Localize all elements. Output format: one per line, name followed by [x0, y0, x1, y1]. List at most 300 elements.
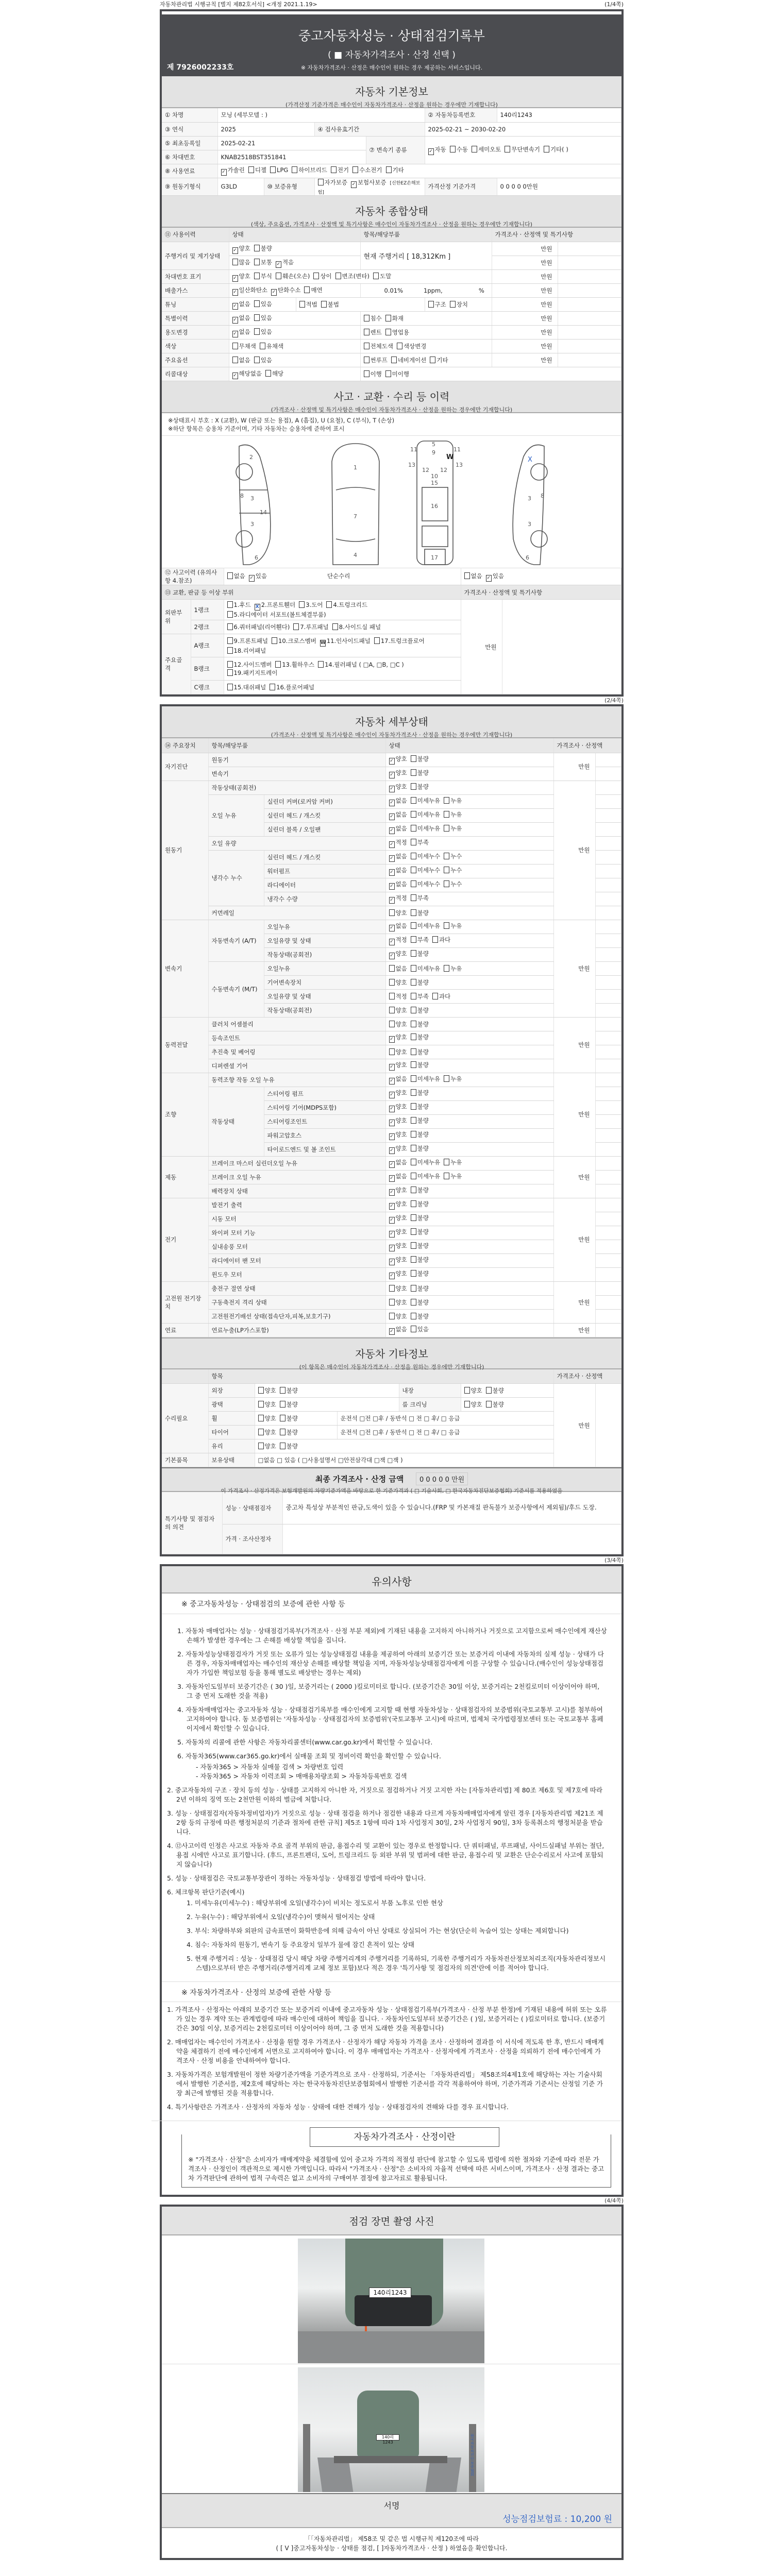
checkbox-icon[interactable]: [299, 301, 305, 308]
remark[interactable]: [595, 822, 621, 836]
checkbox-option[interactable]: [389, 950, 407, 959]
checkbox-checked-icon[interactable]: ✓: [390, 1245, 394, 1250]
checkbox-icon[interactable]: [411, 1214, 416, 1221]
checkbox-option[interactable]: [389, 1214, 407, 1224]
checkbox-option[interactable]: [411, 992, 429, 1001]
checkbox-icon[interactable]: [280, 1429, 285, 1435]
checkbox-checked-icon[interactable]: ✓: [390, 1092, 394, 1097]
checkbox-icon[interactable]: [411, 783, 416, 790]
checkbox-checked-icon[interactable]: ✓: [390, 1064, 394, 1070]
checkbox-option[interactable]: [389, 880, 407, 890]
checkbox-checked-icon[interactable]: ✓: [390, 1176, 394, 1181]
checkbox-checked-icon[interactable]: ✓: [390, 953, 394, 958]
checkbox-icon[interactable]: [313, 273, 319, 279]
checkbox-option[interactable]: [389, 1061, 407, 1071]
checkbox-icon[interactable]: [374, 637, 380, 644]
checkbox-option[interactable]: [505, 145, 540, 154]
checkbox-option[interactable]: [318, 660, 404, 669]
checkbox-checked-icon[interactable]: ✓: [249, 575, 254, 581]
checkbox-icon[interactable]: [411, 797, 416, 804]
remark[interactable]: [595, 1114, 621, 1128]
checkbox-checked-icon[interactable]: ✓: [390, 1190, 394, 1195]
checkbox-icon[interactable]: [411, 1326, 416, 1332]
checkbox-option[interactable]: [411, 1020, 429, 1028]
remark[interactable]: [595, 878, 621, 892]
checkbox-option[interactable]: [411, 755, 429, 763]
checkbox-icon[interactable]: [411, 979, 416, 986]
checkbox-icon[interactable]: [486, 1401, 492, 1408]
checkbox-icon[interactable]: [232, 259, 238, 265]
checkbox-option[interactable]: [411, 880, 440, 888]
checkbox-icon[interactable]: [258, 1429, 264, 1435]
remark[interactable]: [595, 753, 621, 767]
remark[interactable]: [595, 1003, 621, 1017]
checkbox-icon[interactable]: [331, 166, 337, 173]
checkbox-option[interactable]: [428, 300, 446, 309]
remark[interactable]: [595, 1281, 621, 1295]
checkbox-option[interactable]: [299, 601, 323, 609]
checkbox-option[interactable]: [411, 824, 440, 833]
checkbox-option[interactable]: [254, 328, 272, 336]
checkbox-icon[interactable]: [411, 922, 416, 929]
remark[interactable]: [558, 284, 621, 298]
remark[interactable]: [595, 1017, 621, 1031]
checkbox-checked-icon[interactable]: ✓: [351, 181, 356, 187]
checkbox-option[interactable]: [373, 272, 391, 280]
checkbox-option[interactable]: [389, 894, 407, 904]
checkbox-icon[interactable]: [411, 1256, 416, 1263]
checkbox-option[interactable]: [411, 1130, 429, 1139]
checkbox-option[interactable]: [411, 978, 429, 987]
checkbox-icon[interactable]: [411, 769, 416, 776]
checkbox-option[interactable]: [326, 601, 367, 609]
checkbox-icon[interactable]: [411, 1228, 416, 1235]
checkbox-icon[interactable]: [389, 1048, 395, 1055]
checkbox-option[interactable]: [254, 300, 272, 308]
checkbox-icon[interactable]: [411, 965, 416, 972]
checkbox-icon[interactable]: [299, 601, 305, 608]
remark[interactable]: [595, 1226, 621, 1240]
checkbox-option[interactable]: [389, 769, 407, 778]
checkbox-option[interactable]: [464, 1400, 482, 1409]
checkbox-checked-icon[interactable]: ✓: [390, 1120, 394, 1125]
checkbox-option[interactable]: [232, 300, 250, 310]
checkbox-icon[interactable]: [227, 637, 233, 644]
checkbox-icon[interactable]: [385, 329, 391, 335]
checkbox-option[interactable]: [351, 178, 386, 188]
checkbox-option[interactable]: [389, 866, 407, 876]
checkbox-option[interactable]: [276, 272, 310, 280]
checkbox-option[interactable]: [428, 145, 446, 155]
checkbox-checked-icon[interactable]: ✓: [390, 856, 394, 861]
checkbox-icon[interactable]: [260, 343, 265, 349]
checkbox-option[interactable]: [411, 1214, 429, 1222]
checkbox-checked-icon[interactable]: ✓: [429, 148, 433, 154]
checkbox-icon[interactable]: [389, 1313, 395, 1319]
checkbox-checked-icon[interactable]: ✓: [390, 786, 394, 791]
checkbox-option[interactable]: [254, 314, 272, 322]
checkbox-option[interactable]: [389, 1130, 407, 1140]
checkbox-checked-icon[interactable]: X: [255, 604, 260, 611]
remark[interactable]: [558, 326, 621, 340]
checkbox-icon[interactable]: [254, 300, 260, 307]
checkbox-icon[interactable]: [411, 1131, 416, 1138]
checkbox-icon[interactable]: [544, 146, 549, 152]
remark[interactable]: [595, 808, 621, 822]
remark[interactable]: [595, 1212, 621, 1226]
checkbox-icon[interactable]: [411, 1285, 416, 1292]
inspection-photo-lift[interactable]: [298, 2367, 484, 2492]
checkbox-option[interactable]: [411, 1312, 429, 1320]
checkbox-option[interactable]: [254, 244, 272, 252]
checkbox-option[interactable]: [391, 356, 427, 364]
checkbox-icon[interactable]: [232, 343, 238, 349]
checkbox-option[interactable]: [352, 166, 382, 174]
checkbox-option[interactable]: [411, 1256, 429, 1264]
remark[interactable]: [595, 794, 621, 808]
checkbox-icon[interactable]: [411, 894, 416, 901]
checkbox-icon[interactable]: [389, 1007, 395, 1013]
checkbox-checked-icon[interactable]: ✓: [390, 1204, 394, 1209]
checkbox-icon[interactable]: [265, 370, 271, 377]
remark[interactable]: [595, 1156, 621, 1170]
checkbox-option[interactable]: [364, 356, 388, 364]
checkbox-option[interactable]: [411, 1089, 429, 1097]
checkbox-icon[interactable]: [444, 867, 449, 873]
remark[interactable]: [595, 989, 621, 1003]
checkbox-icon[interactable]: [386, 166, 392, 173]
checkbox-icon[interactable]: [364, 370, 369, 377]
remark[interactable]: [595, 934, 621, 947]
checkbox-option[interactable]: [227, 623, 290, 631]
checkbox-icon[interactable]: [272, 637, 277, 644]
checkbox-option[interactable]: [486, 572, 504, 582]
checkbox-checked-icon[interactable]: ✓: [390, 1217, 394, 1223]
checkbox-option[interactable]: [411, 1298, 429, 1307]
checkbox-checked-icon[interactable]: ✓: [233, 289, 237, 295]
checkbox-option[interactable]: [389, 1269, 407, 1279]
checkbox-option[interactable]: [254, 258, 272, 266]
remark[interactable]: [595, 906, 621, 920]
checkbox-option[interactable]: [389, 796, 407, 806]
checkbox-option[interactable]: [389, 824, 407, 834]
checkbox-icon[interactable]: [411, 1089, 416, 1096]
checkbox-option[interactable]: [444, 824, 462, 833]
checkbox-icon[interactable]: [364, 315, 369, 321]
checkbox-checked-icon[interactable]: ✓: [233, 331, 237, 336]
remark[interactable]: [558, 312, 621, 326]
checkbox-icon[interactable]: [444, 1075, 449, 1082]
checkbox-option[interactable]: [258, 1400, 276, 1409]
checkbox-checked-icon[interactable]: ✓: [390, 1231, 394, 1236]
remark[interactable]: [595, 1384, 621, 1467]
checkbox-option[interactable]: [292, 166, 327, 174]
checkbox-option[interactable]: [386, 166, 404, 174]
checkbox-option[interactable]: [332, 623, 381, 631]
checkbox-icon[interactable]: [464, 1387, 470, 1394]
checkbox-option[interactable]: [232, 328, 250, 337]
checkbox-icon[interactable]: [254, 273, 260, 279]
checkbox-icon[interactable]: [464, 1401, 470, 1408]
checkbox-option[interactable]: [280, 1442, 298, 1450]
remark[interactable]: [595, 1253, 621, 1267]
remark[interactable]: [595, 1184, 621, 1198]
checkbox-option[interactable]: [444, 1172, 462, 1180]
checkbox-option[interactable]: [299, 300, 317, 309]
checkbox-checked-icon[interactable]: ✓: [390, 800, 394, 805]
checkbox-icon[interactable]: [430, 357, 435, 363]
remark[interactable]: [595, 1128, 621, 1142]
remark[interactable]: [595, 1087, 621, 1100]
checkbox-icon[interactable]: [411, 950, 416, 957]
checkbox-option[interactable]: [389, 1298, 407, 1307]
checkbox-checked-icon[interactable]: ✓: [390, 758, 394, 764]
checkbox-option[interactable]: [249, 572, 267, 582]
checkbox-option[interactable]: [411, 1061, 429, 1069]
checkbox-icon[interactable]: [258, 1401, 264, 1408]
checkbox-icon[interactable]: [411, 1313, 416, 1319]
checkbox-checked-icon[interactable]: ✓: [390, 1259, 394, 1264]
checkbox-option[interactable]: [411, 810, 440, 819]
checkbox-option[interactable]: [472, 145, 501, 154]
checkbox-checked-icon[interactable]: ✓: [222, 170, 226, 175]
checkbox-icon[interactable]: [411, 755, 416, 762]
checkbox-option[interactable]: [411, 1228, 429, 1236]
remark[interactable]: [595, 781, 621, 794]
inspection-photo-rear[interactable]: [298, 2239, 484, 2363]
checkbox-icon[interactable]: [450, 146, 456, 152]
checkbox-option[interactable]: [232, 258, 250, 266]
checkbox-checked-icon[interactable]: ✓: [233, 372, 237, 378]
remark[interactable]: [558, 256, 621, 270]
checkbox-icon[interactable]: [254, 314, 260, 321]
remark[interactable]: [595, 961, 621, 975]
checkbox-option[interactable]: [258, 1386, 276, 1395]
checkbox-icon[interactable]: [411, 1299, 416, 1306]
checkbox-icon[interactable]: [411, 1048, 416, 1055]
checkbox-icon[interactable]: [444, 797, 449, 804]
checkbox-checked-icon[interactable]: ✓: [276, 261, 281, 267]
checkbox-icon[interactable]: [254, 259, 260, 265]
checkbox-icon[interactable]: [385, 315, 391, 321]
checkbox-option[interactable]: [444, 796, 462, 805]
remark[interactable]: [595, 1170, 621, 1184]
checkbox-icon[interactable]: [411, 1007, 416, 1013]
checkbox-option[interactable]: [232, 314, 250, 324]
checkbox-checked-icon[interactable]: ✓: [390, 842, 394, 847]
checkbox-option[interactable]: [411, 1200, 429, 1208]
checkbox-option[interactable]: [411, 852, 440, 860]
checkbox-option[interactable]: [293, 623, 328, 631]
checkbox-option[interactable]: [544, 145, 568, 154]
remark[interactable]: [595, 1100, 621, 1114]
checkbox-checked-icon[interactable]: W: [320, 640, 326, 646]
checkbox-checked-icon[interactable]: ✓: [390, 1037, 394, 1042]
remark[interactable]: [595, 1073, 621, 1087]
checkbox-checked-icon[interactable]: ✓: [486, 575, 491, 581]
remark[interactable]: [558, 340, 621, 353]
checkbox-option[interactable]: [411, 1269, 429, 1278]
checkbox-icon[interactable]: [444, 880, 449, 887]
checkbox-icon[interactable]: [411, 825, 416, 832]
checkbox-option[interactable]: [280, 1400, 298, 1409]
checkbox-icon[interactable]: [254, 357, 260, 363]
checkbox-option[interactable]: [227, 669, 278, 677]
checkbox-icon[interactable]: [293, 623, 299, 630]
checkbox-option[interactable]: [389, 1075, 407, 1084]
checkbox-option[interactable]: [411, 1075, 440, 1083]
checkbox-option[interactable]: [248, 166, 266, 174]
checkbox-option[interactable]: [444, 866, 462, 874]
checkbox-option[interactable]: [280, 1414, 298, 1422]
checkbox-icon[interactable]: [318, 179, 324, 185]
remark[interactable]: [595, 947, 621, 961]
checkbox-icon[interactable]: [391, 357, 397, 363]
checkbox-icon[interactable]: [389, 1285, 395, 1292]
remark[interactable]: [558, 270, 621, 284]
checkbox-option[interactable]: [232, 272, 250, 282]
checkbox-option[interactable]: [444, 810, 462, 819]
checkbox-checked-icon[interactable]: ✓: [233, 247, 237, 253]
remark[interactable]: [595, 1142, 621, 1156]
checkbox-option[interactable]: [432, 936, 450, 944]
checkbox-icon[interactable]: [411, 1021, 416, 1027]
checkbox-icon[interactable]: [444, 853, 449, 859]
checkbox-option[interactable]: [486, 1400, 504, 1409]
checkbox-option[interactable]: [411, 1284, 429, 1293]
checkbox-option[interactable]: [227, 683, 266, 691]
checkbox-option[interactable]: [389, 1103, 407, 1112]
checkbox-option[interactable]: [227, 660, 272, 669]
checkbox-option[interactable]: [227, 611, 326, 619]
checkbox-checked-icon[interactable]: ✓: [390, 772, 394, 777]
checkbox-option[interactable]: [389, 964, 407, 973]
checkbox-option[interactable]: [255, 601, 296, 611]
checkbox-icon[interactable]: [335, 273, 341, 279]
checkbox-option[interactable]: [389, 909, 407, 917]
checkbox-icon[interactable]: [444, 825, 449, 832]
checkbox-option[interactable]: [411, 1033, 429, 1041]
checkbox-icon[interactable]: [270, 684, 275, 690]
checkbox-checked-icon[interactable]: ✓: [390, 1106, 394, 1111]
checkbox-checked-icon[interactable]: ✓: [390, 814, 394, 819]
checkbox-option[interactable]: [411, 1048, 429, 1056]
checkbox-option[interactable]: [444, 880, 462, 888]
checkbox-icon[interactable]: [227, 623, 233, 630]
checkbox-icon[interactable]: [411, 1145, 416, 1151]
checkbox-checked-icon[interactable]: ✓: [390, 1273, 394, 1278]
checkbox-option[interactable]: [411, 1144, 429, 1153]
checkbox-option[interactable]: [280, 1428, 298, 1436]
checkbox-option[interactable]: [389, 1006, 407, 1014]
checkbox-option[interactable]: [254, 272, 272, 280]
checkbox-icon[interactable]: [280, 1415, 285, 1421]
checkbox-checked-icon[interactable]: ✓: [390, 828, 394, 833]
checkbox-icon[interactable]: [444, 1159, 449, 1165]
checkbox-option[interactable]: [272, 637, 316, 645]
remark[interactable]: [595, 1198, 621, 1212]
checkbox-option[interactable]: [397, 342, 426, 350]
checkbox-icon[interactable]: [276, 273, 281, 279]
checkbox-option[interactable]: [389, 1284, 407, 1293]
checkbox-option[interactable]: [444, 964, 462, 973]
checkbox-icon[interactable]: [248, 166, 254, 173]
checkbox-option[interactable]: [364, 370, 382, 378]
checkbox-icon[interactable]: [432, 993, 438, 999]
checkbox-option[interactable]: [389, 852, 407, 862]
remark[interactable]: [558, 242, 621, 256]
checkbox-checked-icon[interactable]: ✓: [390, 939, 394, 944]
checkbox-option[interactable]: [320, 637, 371, 647]
checkbox-option[interactable]: [430, 356, 448, 364]
checkbox-option[interactable]: [335, 272, 369, 280]
checkbox-option[interactable]: [432, 992, 450, 1001]
checkbox-option[interactable]: [411, 796, 440, 805]
checkbox-option[interactable]: [389, 1186, 407, 1196]
checkbox-icon[interactable]: [411, 1173, 416, 1179]
checkbox-icon[interactable]: [411, 1200, 416, 1207]
checkbox-option[interactable]: [486, 1386, 504, 1395]
checkbox-icon[interactable]: [227, 601, 233, 608]
checkbox-icon[interactable]: [389, 1299, 395, 1306]
checkbox-icon[interactable]: [227, 669, 233, 676]
checkbox-icon[interactable]: [373, 273, 379, 279]
checkbox-icon[interactable]: [280, 1401, 285, 1408]
checkbox-icon[interactable]: [254, 245, 260, 251]
checkbox-option[interactable]: [364, 314, 382, 323]
checkbox-icon[interactable]: [411, 909, 416, 916]
checkbox-option[interactable]: [364, 342, 393, 350]
checkbox-option[interactable]: [389, 1144, 407, 1154]
checkbox-icon[interactable]: [280, 1443, 285, 1449]
checkbox-option[interactable]: [232, 342, 256, 350]
checkbox-option[interactable]: [258, 1414, 276, 1422]
checkbox-option[interactable]: [227, 572, 245, 580]
checkbox-option[interactable]: [260, 342, 283, 350]
checkbox-option[interactable]: [411, 1116, 429, 1125]
checkbox-icon[interactable]: [385, 370, 391, 377]
checkbox-option[interactable]: [227, 647, 266, 655]
checkbox-icon[interactable]: [352, 166, 358, 173]
checkbox-option[interactable]: [232, 244, 250, 254]
checkbox-option[interactable]: [232, 356, 250, 364]
checkbox-option[interactable]: [221, 166, 245, 176]
checkbox-icon[interactable]: [411, 853, 416, 859]
checkbox-checked-icon[interactable]: ✓: [390, 884, 394, 889]
checkbox-icon[interactable]: [444, 922, 449, 929]
checkbox-checked-icon[interactable]: ✓: [390, 1148, 394, 1153]
checkbox-option[interactable]: [389, 755, 407, 765]
checkbox-icon[interactable]: [364, 329, 369, 335]
checkbox-option[interactable]: [389, 810, 407, 820]
checkbox-option[interactable]: [275, 660, 314, 669]
remark[interactable]: [595, 1323, 621, 1337]
checkbox-option[interactable]: [227, 637, 268, 645]
remark[interactable]: [595, 920, 621, 934]
checkbox-icon[interactable]: [411, 1270, 416, 1277]
checkbox-option[interactable]: [389, 1312, 407, 1320]
checkbox-option[interactable]: [411, 1186, 429, 1194]
remark[interactable]: [595, 1031, 621, 1045]
checkbox-icon[interactable]: [472, 146, 477, 152]
checkbox-checked-icon[interactable]: ✓: [233, 275, 237, 281]
checkbox-icon[interactable]: [411, 811, 416, 818]
checkbox-option[interactable]: [227, 601, 251, 609]
checkbox-icon[interactable]: [444, 811, 449, 818]
remark[interactable]: [502, 600, 621, 694]
checkbox-icon[interactable]: [411, 1159, 416, 1165]
remark[interactable]: [595, 836, 621, 850]
